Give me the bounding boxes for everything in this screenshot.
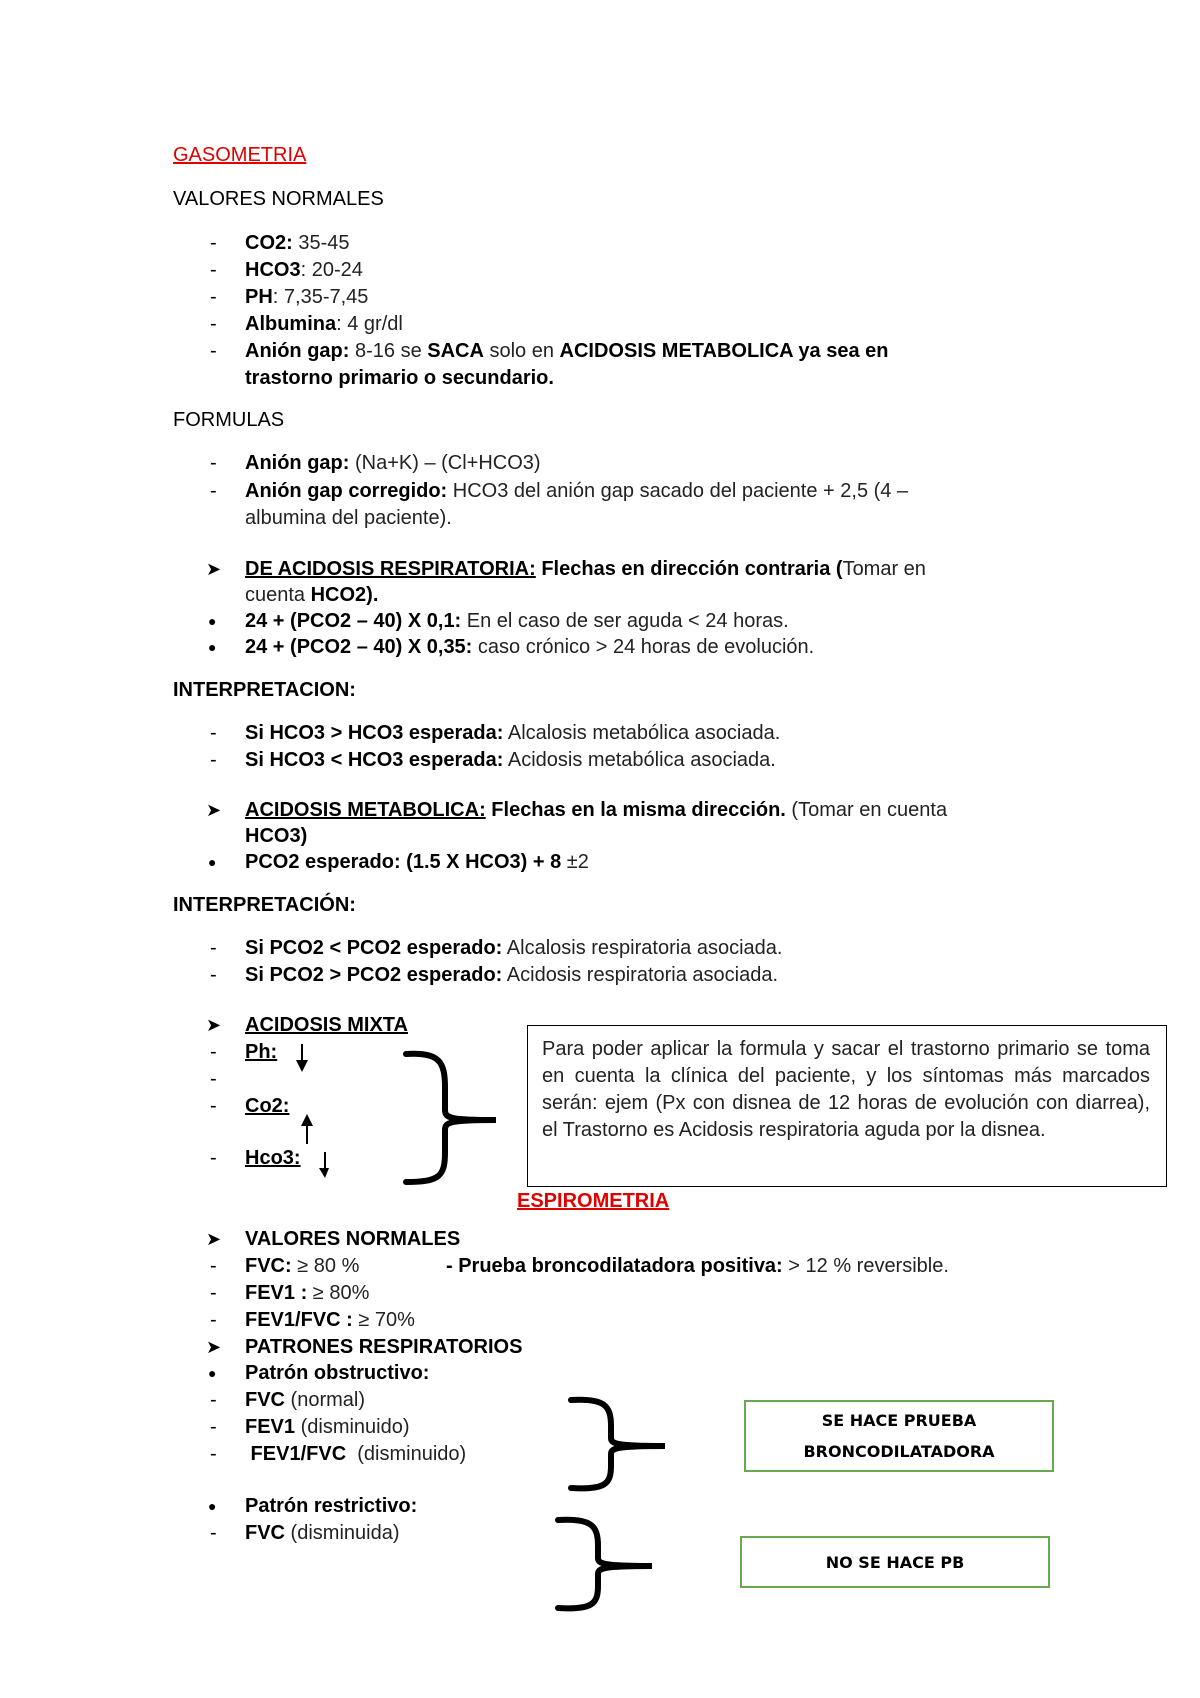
- section-heading-valores: VALORES NORMALES: [173, 188, 384, 210]
- info-box-prueba: SE HACE PRUEBA BRONCODILATADORA: [744, 1400, 1054, 1472]
- item-label: FEV1/FVC: [245, 1443, 347, 1465]
- section-heading-formulas: FORMULAS: [173, 409, 285, 431]
- item-value: Tomar en: [842, 558, 926, 580]
- bullet-dot-icon: ●: [208, 1498, 217, 1514]
- item-value: (normal): [285, 1389, 366, 1411]
- item-emph: SACA: [427, 340, 484, 362]
- section-title: DE ACIDOSIS RESPIRATORIA:: [245, 558, 536, 580]
- item-label: - Prueba broncodilatadora positiva:: [446, 1255, 783, 1277]
- arrowhead-bullet-icon: ➤: [206, 1229, 222, 1249]
- item-label: Si PCO2 < PCO2 esperado:: [245, 937, 503, 959]
- bullet-dot-icon: ●: [208, 854, 217, 870]
- item-value: caso crónico > 24 horas de evolución.: [472, 636, 815, 658]
- list-item-continuation: HCO3): [245, 825, 308, 847]
- item-label: Ph:: [245, 1041, 278, 1063]
- dash: -: [210, 313, 217, 335]
- section-title-espirometria: ESPIROMETRIA: [517, 1190, 670, 1212]
- item-label: CO2:: [245, 232, 293, 254]
- item-value: Acidosis respiratoria asociada.: [502, 964, 779, 986]
- dash: -: [210, 452, 217, 474]
- item-label: PH: [245, 286, 273, 308]
- arrowhead-bullet-icon: ➤: [206, 559, 222, 579]
- item-label: 24 + (PCO2 – 40) X 0,35:: [245, 636, 473, 658]
- item-value: solo en: [483, 340, 560, 362]
- arrow-up-icon: [301, 1114, 313, 1144]
- item-label: FVC:: [245, 1255, 292, 1277]
- bullet-dot-icon: ●: [208, 613, 217, 629]
- curly-brace-icon: [400, 1048, 500, 1188]
- curly-brace-icon: [552, 1514, 662, 1614]
- item-label: Anión gap:: [245, 452, 350, 474]
- item-value: Alcalosis respiratoria asociada.: [502, 937, 783, 959]
- item-label: Si PCO2 > PCO2 esperado:: [245, 964, 503, 986]
- item-label: PCO2 esperado: (1.5 X HCO3) + 8: [245, 851, 567, 873]
- section-title: ACIDOSIS METABOLICA:: [245, 799, 486, 821]
- item-label: Si HCO3 > HCO3 esperada:: [245, 722, 504, 744]
- item-value: ≥ 80 %: [291, 1255, 360, 1277]
- item-value: : 4 gr/dl: [336, 313, 403, 335]
- item-label: HCO3: [245, 259, 301, 281]
- item-value: : 7,35-7,45: [272, 286, 369, 308]
- arrowhead-bullet-icon: ➤: [206, 1337, 222, 1357]
- item-value: Acidosis metabólica asociada.: [503, 749, 776, 771]
- arrow-down-icon: [296, 1044, 308, 1072]
- item-value: (Na+K) – (Cl+HCO3): [349, 452, 541, 474]
- dash: -: [210, 286, 217, 308]
- section-heading-interpretacion: INTERPRETACION:: [173, 679, 356, 701]
- item-value: 35-45: [292, 232, 350, 254]
- item-value: : 20-24: [300, 259, 363, 281]
- dash: -: [210, 340, 217, 362]
- item-label: Anión gap corregido:: [245, 480, 448, 502]
- bullet-dot-icon: ●: [208, 1365, 217, 1381]
- section-heading-interpretacion: INTERPRETACIÓN:: [173, 894, 356, 916]
- bullet-dot-icon: ●: [208, 639, 217, 655]
- item-label: FEV1/FVC :: [245, 1309, 353, 1331]
- document-title: GASOMETRIA: [173, 144, 307, 166]
- list-item-continuation: trastorno primario o secundario.: [245, 367, 554, 389]
- section-title: ACIDOSIS MIXTA: [245, 1014, 408, 1036]
- note-box: [527, 1025, 1167, 1187]
- item-value: (disminuida): [285, 1522, 400, 1544]
- item-value: > 12 % reversible.: [782, 1255, 949, 1277]
- item-label: FEV1: [245, 1416, 296, 1438]
- list-item-continuation: cuenta HCO2).: [245, 584, 379, 606]
- list-item-continuation: albumina del paciente).: [245, 507, 452, 529]
- arrow-down-icon: [319, 1152, 329, 1178]
- info-box-no-pb: NO SE HACE PB: [740, 1536, 1050, 1588]
- dash: -: [210, 232, 217, 254]
- item-value: HCO3 del anión gap sacado del paciente + 2,5 (4 –: [447, 480, 909, 502]
- item-label: FEV1 :: [245, 1282, 308, 1304]
- item-value: Alcalosis metabólica asociada.: [503, 722, 781, 744]
- dash: -: [210, 480, 217, 502]
- item-value: ≥ 80%: [307, 1282, 370, 1304]
- item-value: En el caso de ser aguda < 24 horas.: [461, 610, 789, 632]
- arrowhead-bullet-icon: ➤: [206, 800, 222, 820]
- arrowhead-bullet-icon: ➤: [206, 1015, 222, 1035]
- item-value: (disminuido): [295, 1416, 410, 1438]
- mixta-arrows: [290, 1040, 330, 1180]
- item-label: FVC: [245, 1522, 285, 1544]
- item-label: Hco3:: [245, 1147, 301, 1169]
- item-emph: Flechas en dirección contraria (: [535, 558, 843, 580]
- item-label: Patrón restrictivo:: [245, 1495, 418, 1517]
- dash: -: [210, 259, 217, 281]
- item-label: 24 + (PCO2 – 40) X 0,1:: [245, 610, 462, 632]
- item-label: Si HCO3 < HCO3 esperada:: [245, 749, 504, 771]
- item-label: Albumina: [245, 313, 337, 335]
- item-label: PATRONES RESPIRATORIOS: [245, 1336, 523, 1358]
- note-text: Para poder aplicar la formula y sacar el trastorno primario se toma en cuenta la clínica del paciente, y los síntomas más marcados serán: ejem (Px con disnea de 12 horas de evolución con diarrea), el Trastorno es Acidosis respiratoria aguda por la disnea.: [542, 1038, 1150, 1141]
- item-label: FVC: [245, 1389, 285, 1411]
- item-label: Anión gap:: [245, 340, 350, 362]
- item-emph: Flechas en la misma dirección.: [485, 799, 786, 821]
- item-value: ±2: [566, 851, 589, 873]
- item-emph: ACIDOSIS METABOLICA ya sea en: [559, 340, 889, 362]
- item-value: (Tomar en cuenta: [785, 799, 948, 821]
- curly-brace-icon: [565, 1394, 675, 1494]
- item-value: 8-16 se: [349, 340, 428, 362]
- item-label: VALORES NORMALES: [245, 1228, 461, 1250]
- item-label: Patrón obstructivo:: [245, 1362, 430, 1384]
- item-value: ≥ 70%: [352, 1309, 415, 1331]
- item-value: (disminuido): [346, 1443, 467, 1465]
- item-label: Co2:: [245, 1095, 290, 1117]
